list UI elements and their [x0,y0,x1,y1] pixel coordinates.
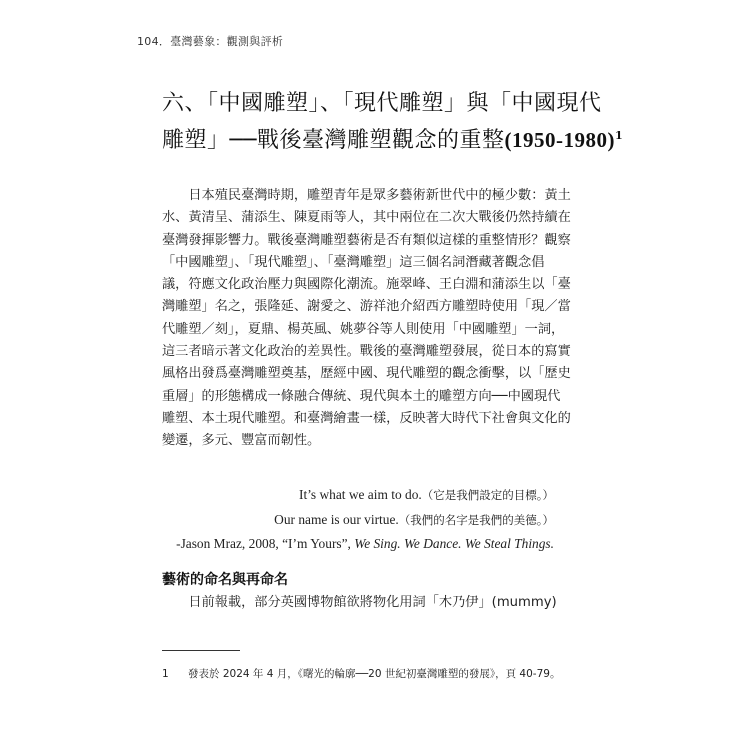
paragraph-line: 議，符應文化政治壓力與國際化潮流。施翠峰、王白淵和蒲添生以「臺 [162,277,571,293]
footnote-number: 1 [162,668,169,680]
epigraph-attribution [176,532,554,557]
chapter-title-line-1: 六、「中國雕塑」、「現代雕塑」與「中國現代 [162,91,602,116]
section-heading: 藝術的命名與再命名 [162,572,288,588]
paragraph-line: 風格出發爲臺灣雕塑奠基，歷經中國、現代雕塑的觀念衝擊，以「歷史 [162,366,571,382]
chapter-title-line-2-text: 雕塑」──戰後臺灣雕塑觀念的重整 [162,128,505,153]
epigraph-attribution-prefix: -Jason Mraz, 2008, “I’m Yours”, [176,536,355,551]
paragraph-line: 灣雕塑」名之，張隆延、謝愛之、游祥池介紹西方雕塑時使用「現／當 [162,299,571,315]
epigraph-line-1 [176,483,554,508]
body-paragraph-2 [162,592,562,614]
footnote-divider [162,650,240,651]
body-paragraph-1 [162,185,571,453]
chapter-title-years: (1950-1980) [504,128,615,152]
epigraph-line-2-en: Our name is our virtue. [274,511,399,527]
chapter-title-line-2 [162,122,624,159]
paragraph-line: 「中國雕塑」、「現代雕塑」、「臺灣雕塑」這三個名詞潛藏著觀念倡 [162,254,545,270]
footnote-text: 發表於 2024 年 4 月，《曙光的輪廓──20 世紀初臺灣雕塑的發展》，頁 40-79。 [188,668,561,680]
footnote [162,666,560,681]
epigraph-line-2-zh: （我們的名字是我們的美德。） [398,512,554,527]
paragraph-line: 臺灣發揮影響力。戰後臺灣雕塑藝術是否有類似這樣的重整情形？觀察 [162,232,571,248]
paragraph-line: 變遷，多元、豐富而韌性。 [162,433,321,449]
paragraph-line: 水、黃清呈、蒲添生、陳夏雨等人，其中兩位在二次大戰後仍然持續在 [162,210,571,226]
epigraph [176,483,554,557]
paragraph-line: 重層」的形態構成一條融合傳統、現代與本土的雕塑方向──中國現代 [162,388,561,404]
epigraph-line-1-zh: （它是我們設定的目標。） [421,488,554,502]
paragraph-line: 代雕塑／刻」，夏鼎、楊英風、姚夢谷等人則使用「中國雕塑」一詞， [162,321,565,337]
running-header: 104．臺灣藝象：觀測與評析 [137,35,284,48]
footnote-marker[interactable]: 1 [614,129,624,142]
paragraph-line: 雕塑、本土現代雕塑。和臺灣繪畫一樣，反映著大時代下社會與文化的 [162,410,571,426]
paragraph-line: 這三者暗示著文化政治的差異性。戰後的臺灣雕塑發展，從日本的寫實 [162,344,571,360]
epigraph-album-title: We Sing. We Dance. We Steal Things. [354,536,554,551]
chapter-title [162,86,624,159]
epigraph-line-1-en: It’s what we aim to do. [299,487,422,502]
epigraph-line-2 [176,508,554,533]
paragraph-line: 日本殖民臺灣時期，雕塑青年是眾多藝術新世代中的極少數：黃土 [162,188,571,203]
paragraph-line: 日前報載，部分英國博物館欲將物化用詞「木乃伊」(mummy) [162,595,557,610]
